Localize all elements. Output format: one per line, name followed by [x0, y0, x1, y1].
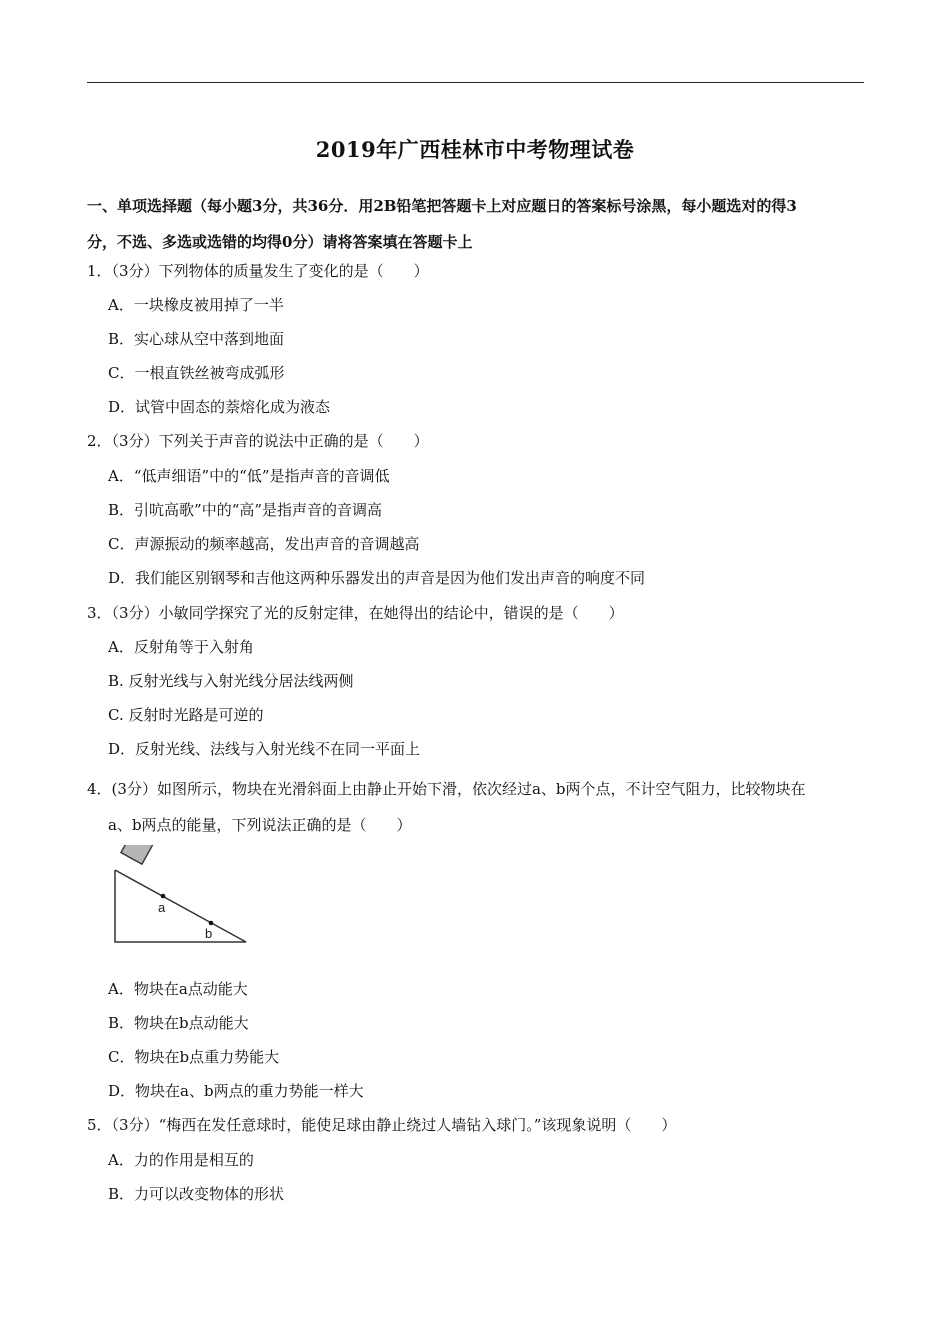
question-2-stem: 2．（3分）下列关于声音的说法中正确的是（ ）: [87, 432, 429, 450]
point-a-label: a: [158, 900, 166, 915]
incline-triangle: [115, 870, 246, 942]
question-2-option-a: A．“低声细语”中的“低”是指声音的音调低: [108, 467, 390, 485]
header-rule: [87, 82, 864, 83]
question-4-option-d: D．物块在a、b两点的重力势能一样大: [108, 1082, 364, 1100]
question-1-option-c: C．一根直铁丝被弯成弧形: [108, 364, 285, 382]
question-4-stem-line1: 4．(3分）如图所示，物块在光滑斜面上由静止开始下滑，依次经过a、b两个点，不计空气阻力，比较物块在: [87, 780, 806, 798]
question-4-option-c: C．物块在b点重力势能大: [108, 1048, 280, 1066]
section-heading-line1: 一、单项选择题（每小题3分，共36分．用2B铅笔把答题卡上对应题日的答案标号涂黑，每小题选对的得3: [87, 197, 797, 215]
question-4-option-b: B．物块在b点动能大: [108, 1014, 249, 1032]
question-2-option-b: B．引吭高歌”中的“高”是指声音的音调高: [108, 501, 383, 519]
question-2-option-d: D．我们能区别钢琴和吉他这两种乐器发出的声音是因为他们发出声音的响度不同: [108, 569, 646, 587]
question-1-option-d: D．试管中固态的萘熔化成为液态: [108, 398, 331, 416]
question-1-stem: 1．（3分）下列物体的质量发生了变化的是（ ）: [87, 262, 429, 280]
question-4-option-a: A．物块在a点动能大: [108, 980, 248, 998]
question-1-option-a: A．一块橡皮被用掉了一半: [108, 296, 284, 314]
incline-figure: [108, 845, 253, 950]
question-3-option-a: A．反射角等于入射角: [108, 638, 254, 656]
section-heading-line2: 分，不选、多选或选错的均得0分）请将答案填在答题卡上: [87, 233, 473, 251]
question-2-option-c: C．声源振动的频率越高，发出声音的音调越高: [108, 535, 420, 553]
question-4-stem: [87, 771, 872, 843]
question-3-stem: 3．（3分）小敏同学探究了光的反射定律，在她得出的结论中，错误的是（ ）: [87, 604, 624, 622]
question-4-stem-line2: a、b两点的能量，下列说法正确的是（ ）: [108, 816, 412, 834]
point-b-label: b: [205, 926, 213, 941]
sliding-block: [121, 845, 154, 864]
question-5-option-a: A．力的作用是相互的: [108, 1151, 254, 1169]
section-heading: [87, 188, 867, 260]
point-a-dot: [161, 894, 166, 899]
question-5-option-b: B．力可以改变物体的形状: [108, 1185, 285, 1203]
question-3-option-c: C. 反射时光路是可逆的: [108, 706, 264, 724]
question-5-stem: 5．（3分）“梅西在发任意球时，能使足球由静止绕过人墙钻入球门。”该现象说明（ ）: [87, 1116, 677, 1134]
question-3-option-b: B. 反射光线与入射光线分居法线两侧: [108, 672, 354, 690]
point-b-dot: [209, 921, 214, 926]
exam-title: 2019年广西桂林市中考物理试卷: [315, 137, 635, 162]
question-3-option-d: D．反射光线、法线与入射光线不在同一平面上: [108, 740, 421, 758]
question-1-option-b: B．实心球从空中落到地面: [108, 330, 285, 348]
